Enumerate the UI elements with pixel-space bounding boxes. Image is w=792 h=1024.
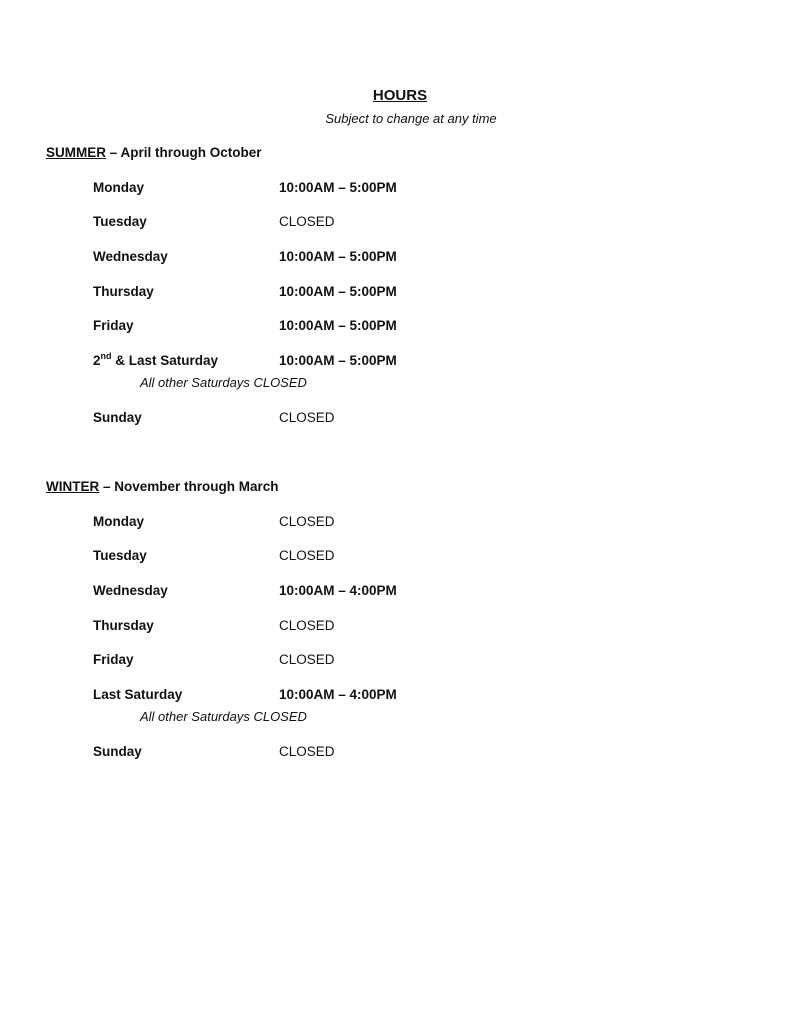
hours-value: CLOSED (279, 548, 335, 563)
hours-value: CLOSED (279, 410, 335, 425)
hours-value: CLOSED (279, 514, 335, 529)
summer-row-monday (93, 180, 513, 198)
day-label-ordinal: nd (100, 350, 112, 361)
hours-value: 10:00AM – 5:00PM (279, 284, 397, 299)
day-label: Wednesday (93, 583, 168, 598)
hours-value: 10:00AM – 5:00PM (279, 318, 397, 333)
winter-row-friday (93, 652, 513, 670)
day-label: Sunday (93, 410, 142, 425)
day-label: Monday (93, 180, 145, 195)
day-label: Wednesday (93, 249, 168, 264)
day-label: Monday (93, 514, 145, 529)
day-label-prefix: 2 (93, 353, 101, 368)
day-label: Friday (93, 318, 134, 333)
summer-season-range: – April through October (106, 145, 262, 160)
page-subtitle: Subject to change at any time (325, 111, 497, 126)
hours-value: CLOSED (279, 618, 335, 633)
summer-row-wednesday (93, 249, 513, 267)
winter-season-name: WINTER (46, 479, 100, 494)
day-label: Thursday (93, 618, 154, 633)
winter-row-monday (93, 514, 513, 532)
day-label: Tuesday (93, 548, 147, 563)
winter-heading (46, 479, 279, 494)
day-label: Friday (93, 652, 134, 667)
summer-row-friday (93, 318, 513, 336)
day-label: Thursday (93, 284, 154, 299)
hours-value: 10:00AM – 4:00PM (279, 687, 397, 702)
hours-value: 10:00AM – 4:00PM (279, 583, 397, 598)
summer-heading (46, 145, 262, 160)
summer-row-saturday (93, 350, 513, 371)
summer-season-name: SUMMER (46, 145, 106, 160)
hours-value: CLOSED (279, 214, 335, 229)
summer-row-tuesday (93, 214, 513, 232)
winter-saturday-note: All other Saturdays CLOSED (140, 709, 307, 724)
winter-row-saturday (93, 687, 513, 705)
summer-row-thursday (93, 284, 513, 302)
hours-value: 10:00AM – 5:00PM (279, 353, 397, 368)
day-label: Tuesday (93, 214, 147, 229)
day-label (93, 350, 219, 368)
winter-season-range: – November through March (99, 479, 279, 494)
hours-value: 10:00AM – 5:00PM (279, 180, 397, 195)
summer-saturday-note: All other Saturdays CLOSED (140, 375, 307, 390)
day-label: Last Saturday (93, 687, 183, 702)
page-title: HOURS (372, 87, 428, 104)
winter-row-sunday (93, 744, 513, 762)
hours-value: CLOSED (279, 652, 335, 667)
winter-row-thursday (93, 618, 513, 636)
summer-row-sunday (93, 410, 513, 428)
day-label: Sunday (93, 744, 142, 759)
hours-value: 10:00AM – 5:00PM (279, 249, 397, 264)
day-label-rest: & Last Saturday (111, 353, 219, 368)
hours-value: CLOSED (279, 744, 335, 759)
winter-row-tuesday (93, 548, 513, 566)
winter-row-wednesday (93, 583, 513, 601)
